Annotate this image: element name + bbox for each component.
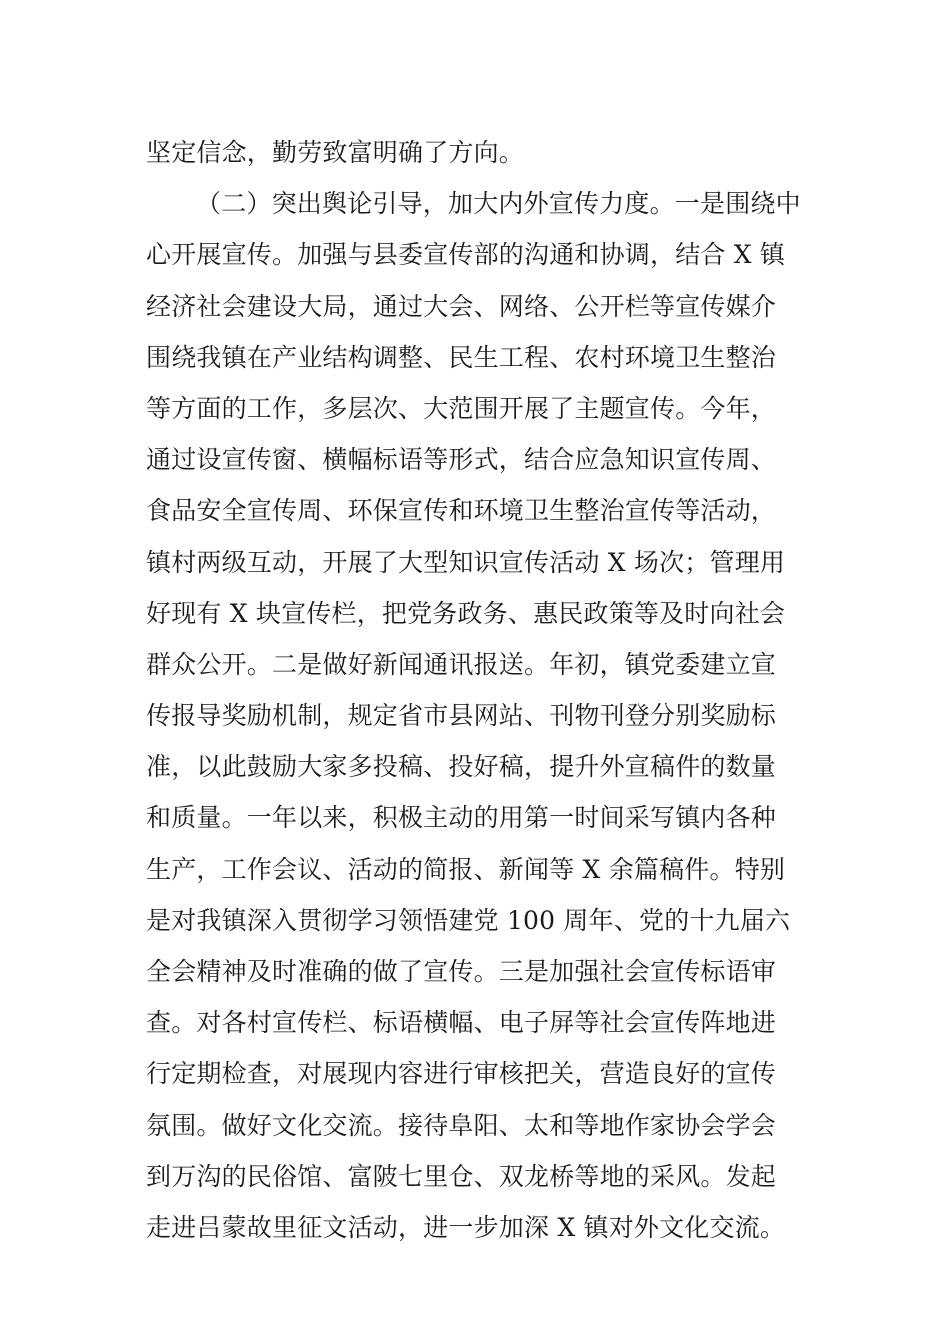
text-line: 行定期检查，对展现内容进行审核把关，营造良好的宣传 xyxy=(146,1059,777,1089)
text-line: 坚定信念，勤劳致富明确了方向。 xyxy=(146,138,525,167)
text-line: 生产，工作会议、活动的简报、新闻等 X 余篇稿件。特别 xyxy=(146,854,786,884)
text-line: 到万沟的民俗馆、富陂七里仓、双龙桥等地的采风。发起 xyxy=(146,1161,777,1191)
text-line: 食品安全宣传周、环保宣传和环境卫生整治宣传等活动， xyxy=(146,496,777,526)
text-line: 氛围。做好文化交流。接待阜阳、太和等地作家协会学会 xyxy=(146,1110,777,1140)
text-line: 全会精神及时准确的做了宣传。三是加强社会宣传标语审 xyxy=(146,957,777,986)
text-line: 好现有 X 块宣传栏，把党务政务、惠民政策等及时向社会 xyxy=(146,598,786,628)
text-line: 围绕我镇在产业结构调整、民生工程、农村环境卫生整治 xyxy=(146,342,777,372)
text-line: 和质量。一年以来，积极主动的用第一时间采写镇内各种 xyxy=(146,803,777,833)
text-line: 走进吕蒙故里征文活动，进一步加深 X 镇对外文化交流。 xyxy=(146,1212,786,1242)
text-line: 是对我镇深入贯彻学习领悟建党 100 周年、党的十九届六 xyxy=(146,905,791,935)
text-line: 经济社会建设大局，通过大会、网络、公开栏等宣传媒介 xyxy=(146,291,777,321)
paragraph-first-line: （二）突出舆论引导，加大内外宣传力度。一是围绕中 xyxy=(196,189,801,219)
text-line: 通过设宣传窗、横幅标语等形式，结合应急知识宣传周、 xyxy=(146,445,777,475)
text-line: 传报导奖励机制，规定省市县网站、刊物刊登分别奖励标 xyxy=(146,701,777,731)
body-text xyxy=(146,127,816,1253)
text-line: 心开展宣传。加强与县委宣传部的沟通和协调，结合 X 镇 xyxy=(146,240,786,270)
text-line: 等方面的工作，多层次、大范围开展了主题宣传。今年， xyxy=(146,393,777,423)
text-line: 镇村两级互动，开展了大型知识宣传活动 X 场次；管理用 xyxy=(146,547,786,577)
text-line: 准，以此鼓励大家多投稿、投好稿，提升外宣稿件的数量 xyxy=(146,752,777,782)
text-line: 查。对各村宣传栏、标语横幅、电子屏等社会宣传阵地进 xyxy=(146,1008,777,1038)
text-line: 群众公开。二是做好新闻通讯报送。年初，镇党委建立宣 xyxy=(146,649,777,679)
